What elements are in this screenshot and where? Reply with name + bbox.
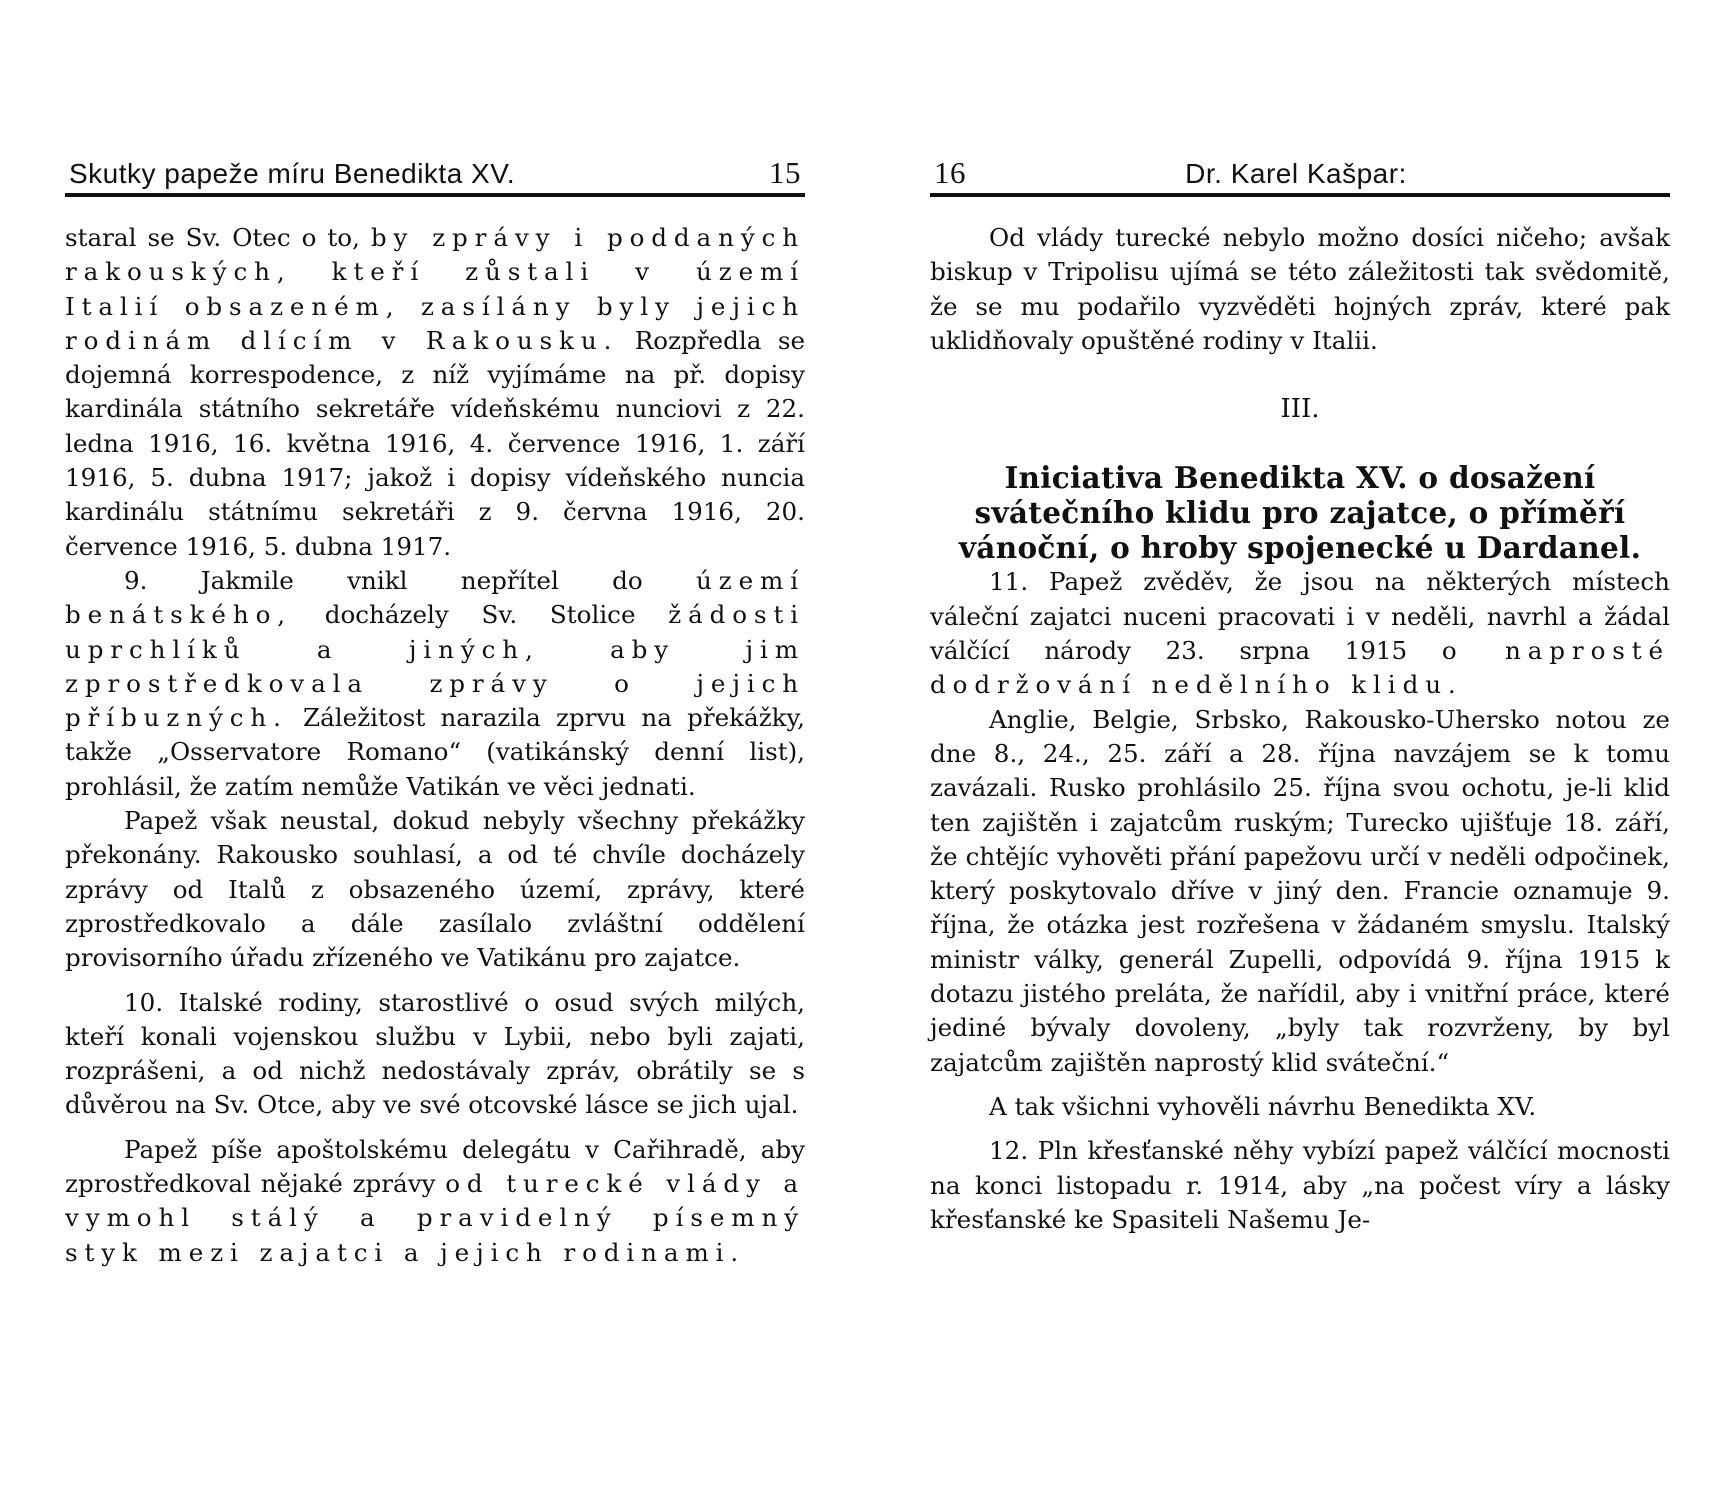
page-number: 15 [769, 155, 801, 190]
running-title: Skutky papeže míru Benedikta XV. [69, 158, 516, 189]
paragraph: A tak všichni vyhověli návrhu Benedikta XV. [989, 1091, 1537, 1121]
left-page [65, 155, 805, 1270]
running-head [930, 155, 1670, 197]
running-head [65, 155, 805, 197]
paragraph: 12. Pln křesťanské něhy vybízí papež válčící mocnosti na konci listopadu r. 1914, aby „na počest víry a lásky křesťanské ke Spasiteli Našemu Je- [930, 1136, 1670, 1234]
running-title: Dr. Karel Kašpar: [1185, 158, 1407, 189]
paragraph: 10. Italské rodiny, starostlivé o osud svých milých, kteří konali vojenskou službu v Lybii, nebo byli zajati, rozprášeni, a od nichž nedostávaly zpráv, obrátily se s důvěrou na Sv. Otce, aby ve své otcovské lásce se jich ujal. [65, 987, 805, 1120]
paragraph: Od vlády turecké nebylo možno dosíci ničeho; avšak biskup v Tripolisu ujímá se této záležitosti tak svědomitě, že se mu podařilo vyzvěděti hojných zpráv, které pak uklidňovaly opuštěné rodiny v Italii. [930, 223, 1670, 355]
paragraph: Anglie, Belgie, Srbsko, Rakousko-Uhersko notou ze dne 8., 24., 25. září a 28. října navzájem se k tomu zavázali. Rusko prohlásilo 25. října svou ochotu, je-li klid ten zajištěn i zajatcům ruským; Turecko ujišťuje 18. září, že chtějíc vyhověti přání papežovu určí v neděli odpočinek, který poskytovalo dříve v jiný den. Francie oznamuje 9. října, že otázka jest rozřešena v žádaném smyslu. Italský ministr války, generál Zupelli, odpovídá 9. října 1915 k dotazu jistého preláta, že nařídil, aby i vnitřní práce, které jediné bývaly dovoleny, „byly tak rozvrženy, by byl zajatcům zajištěn naprostý klid sváteční.“ [930, 704, 1670, 1077]
right-page [930, 155, 1670, 1237]
page-body [65, 221, 805, 1270]
section-number: III. [1280, 394, 1320, 425]
paragraph: Papež píše apoštolskému delegátu v Cařihradě, aby zprostředkoval nějaké zprávy od turecké vlády a vymohl stálý a pravidelný písemný styk mezi zajatci a jejich rodinami. [65, 1134, 805, 1267]
page-number: 16 [934, 155, 966, 190]
paragraph: 11. Papež zvěděv, že jsou na některých místech váleční zajatci nuceni pracovati i v neděli, navrhl a žádal válčící národy 23. srpna 1915 o naprosté dodržování nedělního klidu. [930, 567, 1670, 700]
paragraph: 9. Jakmile vnikl nepřítel do území benátského, docházely Sv. Stolice žádosti uprchlíků a jiných, aby jim zprostředkovala zprávy o jejich příbuzných. Záležitost narazila zprvu na překážky, takže „Osservatore Romano“ (vatikánský denní list), prohlásil, že zatím nemůže Vatikán ve věci jednati. [65, 565, 805, 801]
section-title: Iniciativa Benedikta XV. o dosažení svátečního klidu pro zajatce, o příměří vánoční, o hroby spojenecké u Dardanel. [958, 460, 1642, 566]
paragraph: staral se Sv. Otec o to, by zprávy i poddaných rakouských, kteří zůstali v území Italií obsazeném, zasílány byly jejich rodinám dlícím v Rakousku. Rozpředla se dojemná korrespodence, z níž vyjímáme na př. dopisy kardinála státního sekretáře vídeňskému nunciovi z 22. ledna 1916, 16. května 1916, 4. července 1916, 1. září 1916, 5. dubna 1917; jakož i dopisy vídeňského nuncia kardinálu státnímu sekretáři z 9. června 1916, 20. července 1916, 5. dubna 1917. [65, 223, 805, 561]
paragraph: Papež však neustal, dokud nebyly všechny překážky překonány. Rakousko souhlasí, a od té chvíle docházely zprávy od Italů z obsazeného území, zprávy, které zprostředkovalo a dále zasílalo zvláštní oddělení provisorního úřadu zřízeného ve Vatikánu pro zajatce. [65, 806, 805, 973]
page-body [930, 221, 1670, 1237]
